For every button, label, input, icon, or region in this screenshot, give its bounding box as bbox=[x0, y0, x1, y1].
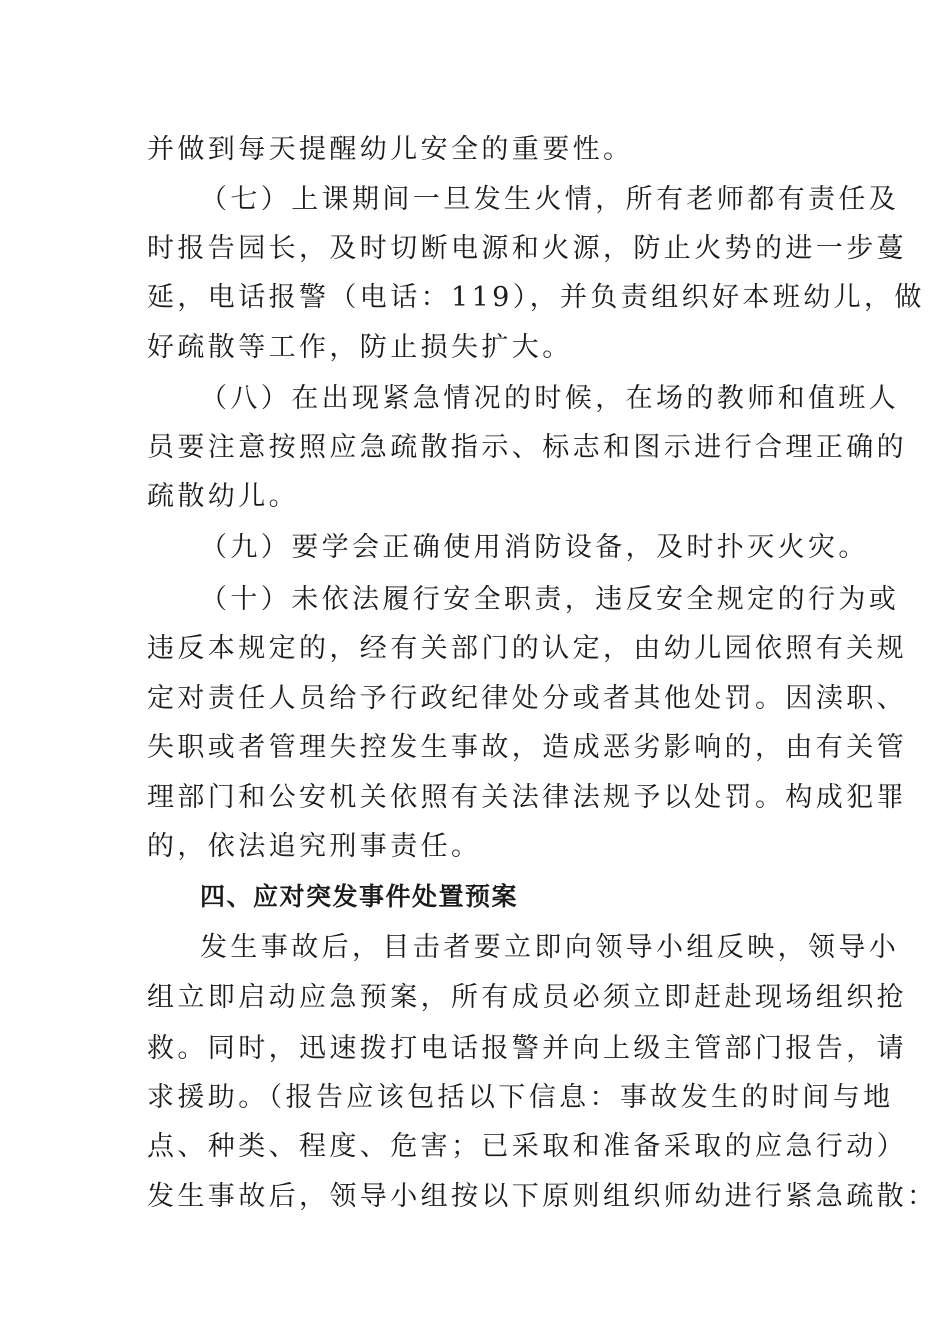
section-heading: 四、应对突发事件处置预案 bbox=[200, 882, 519, 911]
body-text-line: 理部门和公安机关依照有关法律法规予以处罚。构成犯罪 bbox=[147, 782, 907, 813]
body-text-line: 延，电话报警（电话：119），并负责组织好本班幼儿，做 bbox=[147, 282, 925, 313]
body-text-line: 时报告园长，及时切断电源和火源，防止火势的进一步蔓 bbox=[147, 233, 907, 264]
paragraph-item-7-start: （七）上课期间一旦发生火情，所有老师都有责任及 bbox=[200, 184, 900, 215]
body-text-line: 员要注意按照应急疏散指示、标志和图示进行合理正确的 bbox=[147, 432, 907, 463]
body-text-line: 失职或者管理失控发生事故，造成恶劣影响的，由有关管 bbox=[147, 732, 907, 763]
paragraph-item-9: （九）要学会正确使用消防设备，及时扑灭火灾。 bbox=[200, 532, 869, 563]
body-text-line: 组立即启动应急预案，所有成员必须立即赶赴现场组织抢 bbox=[147, 982, 907, 1013]
body-text-line: 好疏散等工作，防止损失扩大。 bbox=[147, 332, 573, 363]
body-text-line: 疏散幼儿。 bbox=[147, 481, 299, 512]
body-text-line: 定对责任人员给予行政纪律处分或者其他处罚。因渎职、 bbox=[147, 683, 907, 714]
paragraph-item-10-start: （十）未依法履行安全职责，违反安全规定的行为或 bbox=[200, 584, 900, 615]
paragraph-item-8-start: （八）在出现紧急情况的时候，在场的教师和值班人 bbox=[200, 383, 900, 414]
body-text-line: 发生事故后，领导小组按以下原则组织师幼进行紧急疏散： bbox=[147, 1181, 938, 1212]
body-text-line: 求援助。（报告应该包括以下信息：事故发生的时间与地 bbox=[147, 1082, 894, 1113]
body-text-line: 救。同时，迅速拨打电话报警并向上级主管部门报告，请 bbox=[147, 1033, 907, 1064]
paragraph-emergency-start: 发生事故后，目击者要立即向领导小组反映，领导小 bbox=[200, 932, 900, 963]
body-text-line: 并做到每天提醒幼儿安全的重要性。 bbox=[147, 134, 634, 165]
body-text-line: 点、种类、程度、危害；已采取和准备采取的应急行动） bbox=[147, 1131, 907, 1162]
body-text-line: 的，依法追究刑事责任。 bbox=[147, 831, 482, 862]
body-text-line: 违反本规定的，经有关部门的认定，由幼儿园依照有关规 bbox=[147, 633, 907, 664]
